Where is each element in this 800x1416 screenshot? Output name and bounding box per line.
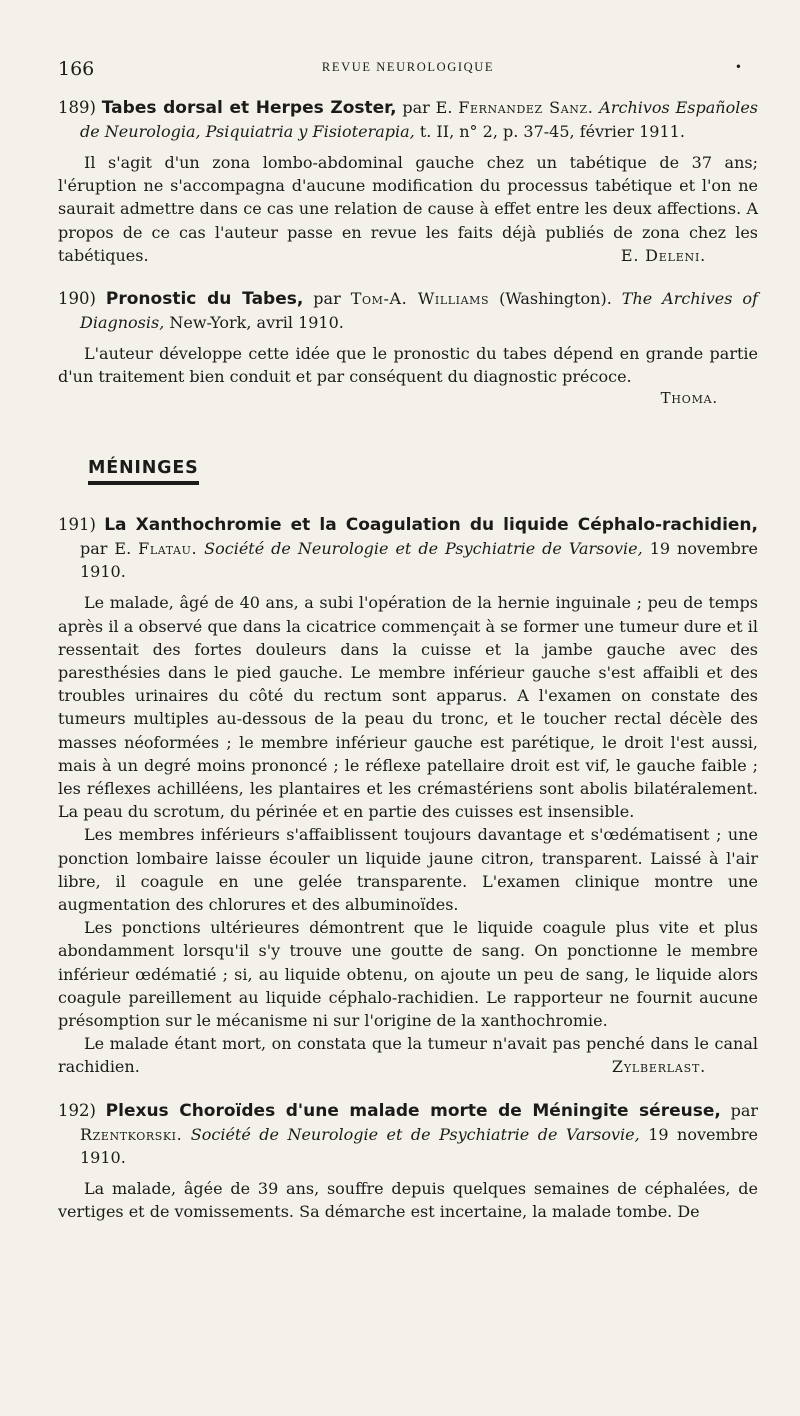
entry-details: 19 novembre 1910. xyxy=(80,1124,758,1167)
entry-191 xyxy=(58,513,758,1078)
entry-paragraph xyxy=(58,1032,758,1078)
entry-title: Tabes dorsal et Herpes Zoster, xyxy=(101,98,397,118)
entry-title: La Xanthochromie et la Coagulation du liquide Céphalo-rachidien, xyxy=(104,515,758,536)
entry-paragraph: La malade, âgée de 39 ans, souffre depuis quelques semaines de céphalées, de vertiges et de vomissements. Sa démarche est incertaine, la malade tombe. De xyxy=(58,1178,758,1221)
entry-paragraph xyxy=(58,151,758,267)
entry-author: Tom-A. Williams xyxy=(350,289,490,309)
entry-number: 189) xyxy=(58,98,96,117)
entry-by: par E. xyxy=(402,98,453,117)
entry-journal: Société de Neurologie et de Psychiatrie de Varsovie, xyxy=(190,1124,640,1144)
page-number: 166 xyxy=(58,58,95,80)
running-header xyxy=(58,58,758,82)
entry-by: par E. xyxy=(80,539,132,559)
entry-heading xyxy=(58,513,758,583)
entry-author: Flatau. xyxy=(138,539,198,559)
entry-author: Fernandez Sanz. xyxy=(458,98,594,117)
section-heading xyxy=(88,458,758,485)
entry-paragraph: Le malade, âgé de 40 ans, a subi l'opération de la hernie inguinale ; peu de temps après il a observé que dans la cicatrice commençait à se former une tumeur dure et il ressentait des fortes douleurs dans la cuisse et la jambe gauche avec des paresthésies dans le pied gauche. Le membre inférieur gauche s'est affaibli et des troubles urinaires du côté du rectum sont apparus. A l'examen on constate des tumeurs multiples au-dessous de la peau du tronc, et le toucher rectal décèle des masses néoformées ; le membre inférieur gauche est parétique, le droit l'est aussi, mais à un degré moins prononcé ; le réflexe patellaire droit est vif, le gauche faible ; les réflexes achilléens, les plantaires et les crémastériens sont abolis bilatéralement. La peau du scrotum, du périnée et en partie des cuisses est insensible. xyxy=(58,593,758,822)
entry-number: 192) xyxy=(58,1100,96,1120)
entry-title: Pronostic du Tabes, xyxy=(105,289,304,310)
paragraph-text: Il s'agit d'un zona lombo-abdominal gauche chez un tabétique de 37 ans; l'éruption ne s'accompagna d'aucune modification du processus tabétique et l'on ne saurait admettre dans ce cas une relation de cause à effet entre les deux affections. A propos de ce cas l'auteur passe en revue les faits déjà publiés de zona chez les tabétiques. xyxy=(58,153,758,265)
entry-paragraph: L'auteur développe cette idée que le pronostic du tabes dépend en grande partie d'un traitement bien conduit et par conséquent du diagnostic précoce. xyxy=(58,344,758,387)
entry-details: New-York, avril 1910. xyxy=(169,313,344,333)
entry-signature xyxy=(58,388,758,408)
journal-page xyxy=(58,0,758,1416)
entry-paragraph: Les membres inférieurs s'affaiblissent toujours davantage et s'œdématisent ; une ponction lombaire laisse écouler un liquide jaune citron, transparent. Laissé à l'air libre, il coagule en une gelée transparente. L'examen clinique montre une augmentation des chlorures et des albuminoïdes. xyxy=(58,825,758,915)
signature-text: Thoma. xyxy=(660,389,718,408)
section-title: MÉNINGES xyxy=(88,458,199,485)
entry-189 xyxy=(58,96,758,267)
entry-place: (Washington). xyxy=(499,289,612,309)
entry-paragraph: Les ponctions ultérieures démontrent que le liquide coagule plus vite et plus abondamment lorsqu'il s'y trouve une goutte de sang. On ponctionne le membre inférieur œdématié ; si, au liquide obtenu, on ajoute un peu de sang, le liquide alors coagule pareillement au liquide céphalo-rachidien. Le rapporteur ne fournit aucune présomption sur le mécanisme ni sur l'origine de la xanthochromie. xyxy=(58,918,758,1031)
paragraph-text: Le malade étant mort, on constata que la tumeur n'avait pas penché dans le canal rachidien. xyxy=(58,1034,758,1077)
journal-title: REVUE NEUROLOGIQUE xyxy=(321,60,495,74)
entry-by: par xyxy=(730,1100,759,1120)
entry-journal: Archivos Españoles de Neurologia, Psiquiatria y Fisioterapia, xyxy=(80,98,759,141)
entry-signature: Zylberlast. xyxy=(611,1057,706,1077)
entry-192 xyxy=(58,1099,758,1223)
entry-190 xyxy=(58,287,758,408)
entry-by: par xyxy=(313,289,341,309)
entry-heading xyxy=(58,287,758,334)
entry-signature: E. Deleni. xyxy=(620,245,706,265)
entry-number: 190) xyxy=(58,289,96,309)
header-mark: • xyxy=(734,60,742,74)
entry-journal: Société de Neurologie et de Psychiatrie de Varsovie, xyxy=(204,539,643,559)
entry-details: t. II, n° 2, p. 37-45, février 1911. xyxy=(419,122,685,141)
entry-heading xyxy=(58,96,758,143)
entry-title: Plexus Choroïdes d'une malade morte de Méningite séreuse, xyxy=(105,1100,721,1121)
entry-journal: The Archives of Diagnosis, xyxy=(80,289,758,333)
entry-number: 191) xyxy=(58,515,96,535)
entry-details: 19 novembre 1910. xyxy=(80,539,759,582)
page-content xyxy=(58,96,758,1243)
entry-author: Rzentkorski. xyxy=(80,1124,183,1144)
entry-heading xyxy=(58,1099,758,1169)
